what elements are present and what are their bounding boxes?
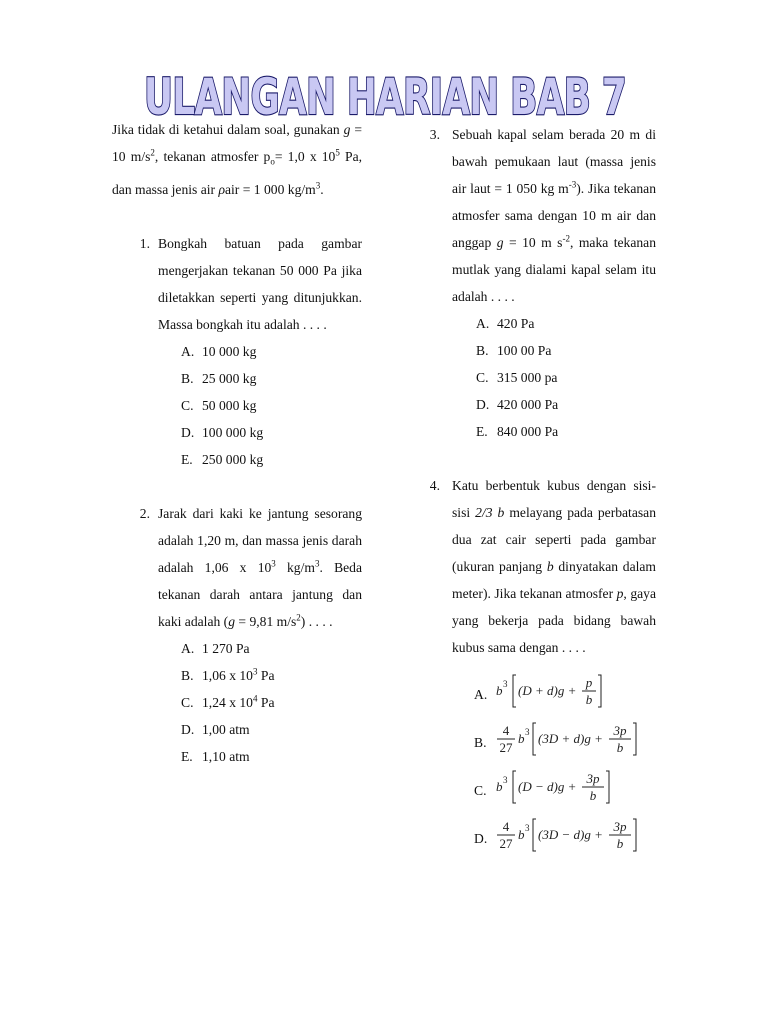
fraction-numerator: p [585,675,593,690]
intro-g-symbol: g [343,122,351,137]
fraction-numerator: 3p [586,771,600,786]
option-label: A. [476,316,490,331]
option-label: B. [181,667,194,683]
question-number: 3. [429,127,440,142]
option-label: A. [181,343,195,359]
question-2 [112,500,362,770]
options-list [181,635,362,770]
option-d[interactable] [476,391,656,418]
option-c[interactable] [474,767,656,815]
stem-text: Jarak dari kaki ke jantung sesorang adalah 1,20 m, dan massa jenis darah adalah 1,06 x 10 [158,505,362,575]
fraction-denominator: b [616,740,624,755]
formula-inner: (D − d)g + [518,779,577,794]
intro-sup-5: 5 [335,147,340,158]
option-label: B. [181,370,194,386]
question-1 [112,230,362,473]
intro-text-2: = 10 m/s [112,122,363,164]
formula-exponent: 3 [525,823,530,833]
formula-exponent: 3 [503,679,508,689]
formula-d [494,815,654,855]
option-c[interactable] [181,392,362,419]
stem-text: ) . . . . [300,613,333,629]
stem-text: . Beda tekanan darah antara jantung dan kaki adalah ( [158,559,362,629]
right-bracket [598,675,601,707]
options-list [476,310,656,445]
option-label: C. [476,370,489,385]
stem-text: dinyatakan dalam meter). Jika tekanan atmosfer [452,559,656,601]
formula-base: b [518,827,525,842]
option-label: C. [181,694,194,710]
option-label: C. [181,397,194,413]
question-number: 4. [429,478,440,493]
option-text: 1 270 Pa [202,640,250,656]
intro-text-4: = 1,0 x 10 [274,149,336,164]
option-a[interactable] [474,671,656,719]
coefficient-numerator: 4 [502,723,510,738]
coefficient-numerator: 4 [502,819,510,834]
stem-text: Sebuah kapal selam berada 20 m di bawah pemukaan laut (massa jenis air laut = 1 050 kg m [452,127,656,196]
formula-inner: (3D − d)g + [538,827,603,842]
intro-sup-3: 3 [315,180,321,191]
option-text: 50 000 kg [202,397,257,413]
stem-text: , maka tekanan mutlak yang dialami kapal selam itu adalah . . . . [452,235,657,304]
question-stem [452,121,656,310]
page-title [140,64,630,126]
option-label: A. [181,640,195,656]
option-text: 420 000 Pa [497,397,559,412]
stem-text: Katu berbentuk kubus dengan sisi-sisi [452,478,656,520]
option-text: 315 000 pa [497,370,558,385]
stem-b-symbol: b [546,559,554,574]
stem-g-symbol: g [496,235,504,250]
option-text: 1,00 atm [202,721,250,737]
option-a[interactable] [181,635,362,662]
option-e[interactable] [181,743,362,770]
option-label: E. [181,748,193,764]
right-bracket [633,819,636,851]
formula-c [494,767,634,807]
left-bracket [513,675,516,707]
left-bracket [533,723,536,755]
option-text: 840 000 Pa [497,424,559,439]
option-label: B. [474,735,487,750]
option-text: 250 000 kg [202,451,264,467]
formula-a [494,671,634,711]
stem-sup: 3 [271,558,276,569]
stem-text: ). Jika tekanan atmosfer sama dengan 10 m air dan anggap [452,181,657,250]
option-label: D. [181,721,195,737]
option-label: B. [476,343,489,358]
option-d[interactable] [181,716,362,743]
stem-text: = 10 m s [503,235,563,250]
question-number: 1. [139,235,150,251]
option-label: D. [181,424,195,440]
option-e[interactable] [476,418,656,445]
intro-paragraph [112,116,362,203]
intro-text-1: Jika tidak di ketahui dalam soal, gunakan [112,122,344,137]
stem-text: = 9,81 m/s [235,613,297,629]
option-text: 1,06 x $10^3$ Pa [202,666,275,683]
question-stem [158,500,362,635]
right-bracket [606,771,609,803]
option-text: 100 00 Pa [497,343,552,358]
stem-fraction: 2/3 b [475,505,505,520]
intro-text-6: air = 1 000 kg/m [225,181,316,197]
option-text: 420 Pa [497,316,535,331]
option-b[interactable] [181,662,362,689]
question-3 [426,121,656,445]
question-stem: Bongkah batuan pada gambar mengerjakan tekanan 50 000 Pa jika diletakkan seperti yang ditunjukkan. Massa bongkah itu adalah . . . . [158,235,362,332]
stem-sup: 3 [314,558,320,569]
stem-sup: -3 [568,179,577,190]
intro-sub-0: o [270,156,275,167]
left-bracket [513,771,516,803]
coefficient-denominator: 27 [499,740,513,755]
option-c[interactable] [181,689,362,716]
option-d[interactable] [181,419,362,446]
option-a[interactable] [476,310,656,337]
stem-sup: -2 [562,233,570,244]
question-stem [452,472,656,661]
intro-text-7: . [320,181,324,197]
coefficient-denominator: 27 [499,836,513,851]
option-c[interactable] [476,364,656,391]
stem-text: , gaya yang bekerja pada bidang bawah kubus sama dengan . . . . [452,586,656,655]
option-b[interactable] [181,365,362,392]
options-list [181,338,362,473]
intro-text-3: , tekanan atmosfer p [154,149,271,164]
stem-text: melayang pada perbatasan dua zat cair seperti pada gambar (ukuran panjang [452,505,656,574]
stem-text: kg/m [275,559,315,575]
fraction-denominator: b [616,836,624,851]
intro-sup-2: 2 [150,147,155,158]
right-bracket [633,723,636,755]
option-text: 100 000 kg [202,424,264,440]
formula-inner: (3D + d)g + [538,731,603,746]
formula-base: b [518,731,525,746]
fraction-denominator: b [589,788,597,803]
formula-inner: (D + d)g + [518,683,577,698]
option-label: E. [476,424,488,439]
question-number: 2. [139,505,150,521]
fraction-numerator: 3p [613,723,627,738]
formula-exponent: 3 [525,727,530,737]
option-text: 10 000 kg [202,343,257,359]
option-label: D. [474,831,488,846]
option-d[interactable] [474,815,656,863]
option-label: C. [474,783,487,798]
intro-rho-symbol: ρ [218,181,225,197]
question-4 [426,472,656,863]
fraction-denominator: b [585,692,593,707]
formula-b [494,719,654,759]
option-a[interactable] [181,338,362,365]
option-label: D. [476,397,490,412]
option-e[interactable] [181,446,362,473]
intro-text-5: Pa, dan massa jenis air [112,149,362,197]
right-column [426,121,656,863]
formula-exponent: 3 [503,775,508,785]
option-text: 1,10 atm [202,748,250,764]
left-column [112,116,362,770]
option-text: 1,24 x $10^4$ Pa [202,693,275,710]
left-bracket [533,819,536,851]
page-title-text: ULANGAN HARIAN BAB 7 [144,68,626,126]
stem-p-symbol: p [616,586,624,601]
formula-base: b [496,779,503,794]
stem-g-symbol: g [228,613,235,629]
formula-base: b [496,683,503,698]
option-b[interactable] [474,719,656,767]
option-text: 25 000 kg [202,370,257,386]
formula-options [474,671,656,863]
option-label: E. [181,451,193,467]
option-b[interactable] [476,337,656,364]
fraction-numerator: 3p [613,819,627,834]
option-label: A. [474,687,488,702]
stem-sup: 2 [296,612,301,623]
